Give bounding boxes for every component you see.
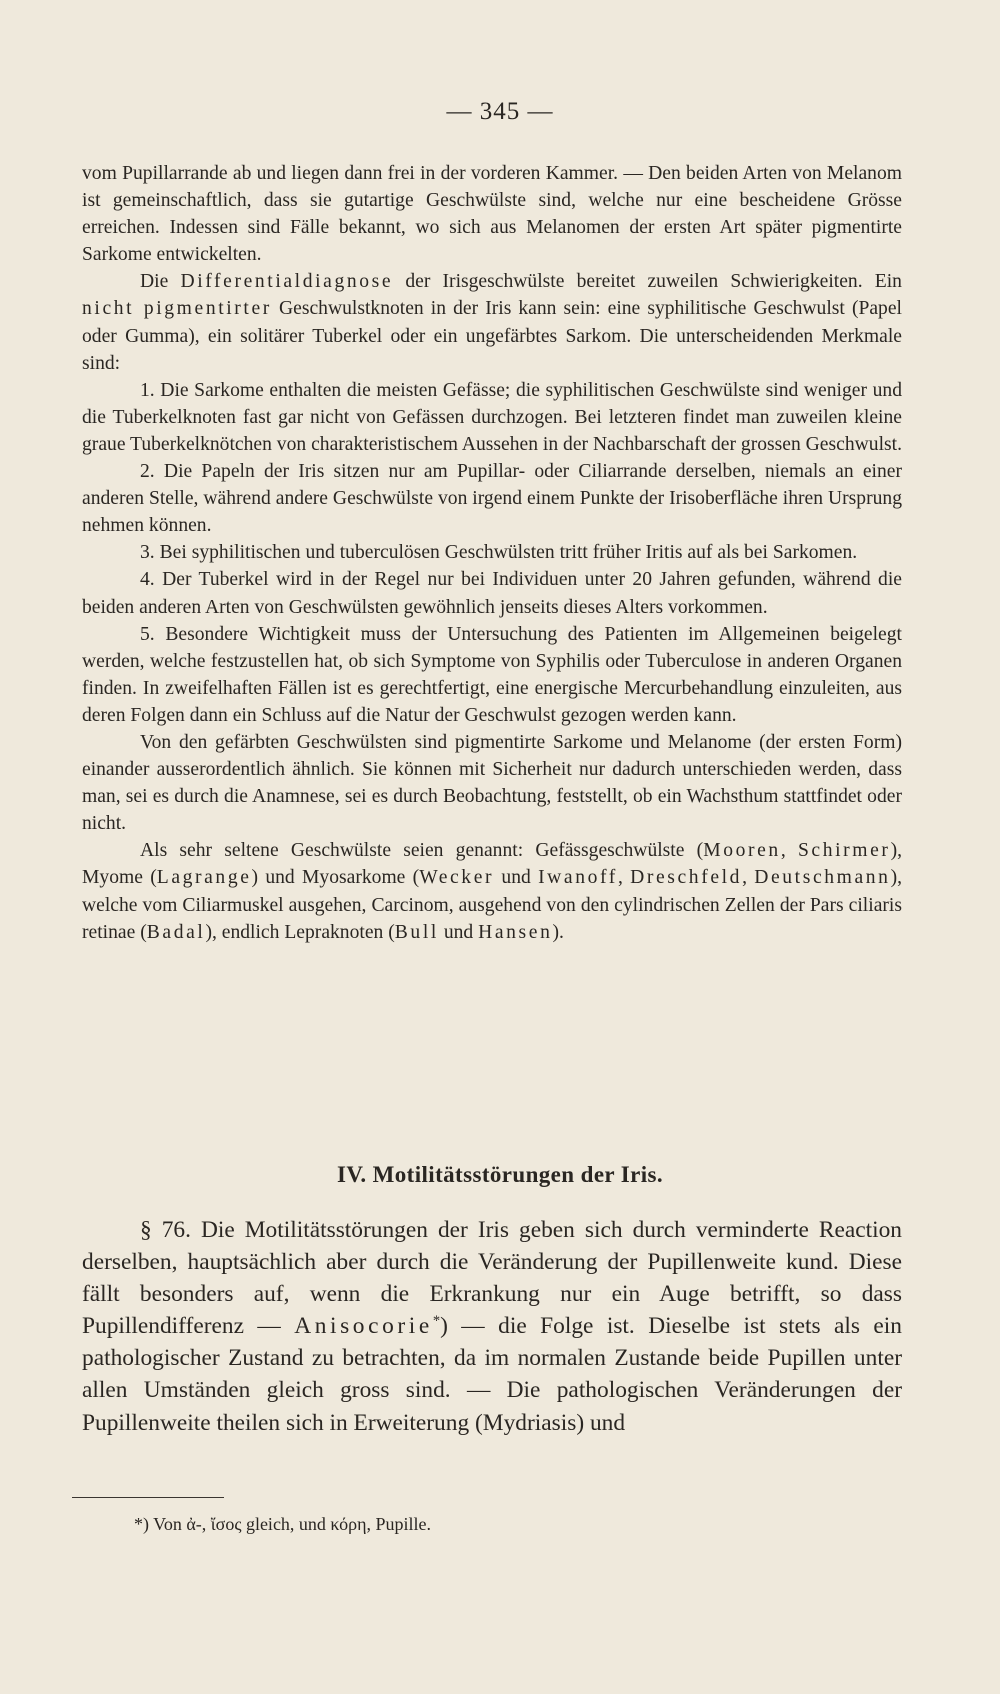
text-run: , <box>780 840 798 862</box>
text-run: ) und Myosarkome ( <box>251 867 420 889</box>
footnote-marker: * <box>432 1313 441 1330</box>
section-text <box>82 1214 902 1439</box>
list-item: 4. Der Tuberkel wird in der Regel nur bei Individuen unter 20 Jahren gefunden, während die beiden anderen Arten von Geschwülsten gewöhnlich jenseits dieses Alters vorkommen. <box>82 569 902 618</box>
author-name: Deutschmann <box>754 867 891 889</box>
text-run: § 76. Die Motilitätsstörungen der Iris geben sich durch verminderte Reaction derselben, hauptsächlich aber durch die Veränderung der Pupillenweite kund. Diese fällt besonders auf, wenn die Erkrankung nur ein Auge betrifft, so dass Pupillendifferenz — <box>82 1217 902 1340</box>
author-name: Bull <box>394 921 439 943</box>
section-heading: IV. Motilitätsstörungen der Iris. <box>336 1162 664 1187</box>
author-name: Lagrange <box>156 867 252 889</box>
author-name: Badal <box>146 921 206 943</box>
text-run: , <box>617 867 631 889</box>
author-name: Schirmer <box>797 840 891 862</box>
author-name: Hansen <box>478 921 553 943</box>
list-item: 1. Die Sarkome enthalten die meisten Gefässe; die syphilitischen Geschwülste sind weniger und die Tuberkelknoten fast gar nicht von Gefässen durchzogen. Bei letzteren findet man zuweilen kleine graue Tuberkelknötchen von charakteristischem Aussehen in der Nachbarschaft der grossen Geschwulst. <box>82 379 902 455</box>
list-item: 3. Bei syphilitischen und tuberculösen Geschwülsten tritt früher Iritis auf als bei Sarkomen. <box>140 542 858 564</box>
list-item: 5. Besondere Wichtigkeit muss der Untersuchung des Patienten im Allgemeinen beigelegt werden, welche festzustellen hat, ob sich Symptome von Syphilis oder Tuberculose in anderen Organen finden. In zweifelhaften Fällen ist es gerechtfertigt, eine energische Mercurbehandlung einzuleiten, aus deren Folgen dann ein Schluss auf die Natur der Geschwulst gezogen werden kann. <box>82 623 902 726</box>
text-run: und <box>438 921 479 943</box>
text-run: ), Myome ( <box>82 840 902 889</box>
paragraph: vom Pupillarrande ab und liegen dann frei in der vorderen Kammer. — Den beiden Arten von Melanom ist gemeinschaftlich, dass sie gutartige Geschwülste sind, welche nur eine bescheidene Grösse erreichen. Indessen sind Fälle bekannt, wo sich aus Melanomen der ersten Art später pigmentirte Sarkome entwickelten. <box>82 163 902 266</box>
text-run: und <box>494 867 539 889</box>
paragraph: Von den gefärbten Geschwülsten sind pigmentirte Sarkome und Melanome (der ersten Form) einander ausserordentlich ähnlich. Sie können mit Sicherheit nur dadurch unterschieden werden, dass man, sei es durch die Anamnese, sei es durch Beobachtung, feststellt, ob ein Wachsthum stattfindet oder nicht. <box>82 731 902 835</box>
text-run: Als sehr seltene Geschwülste seien genannt: Gefässgeschwülste ( <box>140 840 704 862</box>
author-name: Dreschfeld <box>630 867 743 889</box>
author-name: Wecker <box>419 867 495 889</box>
text-run: ), welche vom Ciliarmuskel ausgehen, Carcinom, ausgehend von den cylindrischen Zellen der Pars ciliaris retinae ( <box>82 867 903 943</box>
text-run: Die <box>140 271 181 293</box>
section-paragraph <box>82 1214 902 1439</box>
paragraph-rare-tumors <box>82 837 902 945</box>
page-number: — 345 — <box>446 98 554 125</box>
text-run: ). <box>552 921 564 943</box>
text-run: Geschwulstknoten in der Iris kann sein: eine syphilitische Geschwulst (Papel oder Gumma), ein solitärer Tuberkel oder ein ungefärbtes Sarkom. Die unterscheidenden Merkmale sind: <box>82 298 902 374</box>
footnote-divider <box>72 1497 224 1498</box>
spaced-term: Anisocorie <box>294 1313 433 1340</box>
text-run: der Irisgeschwülste bereitet zuweilen Schwierigkeiten. Ein <box>393 271 902 293</box>
spaced-term: nicht pigmentirter <box>82 298 272 320</box>
text-run: ), endlich Lepraknoten ( <box>205 921 395 943</box>
text-run: , <box>742 867 755 889</box>
list-item: 2. Die Papeln der Iris sitzen nur am Pupillar- oder Ciliarrande derselben, niemals an einer anderen Stelle, während andere Geschwülste von irgend einem Punkte der Irisoberfläche ihren Ursprung nehmen können. <box>82 461 902 537</box>
body-text <box>82 160 902 946</box>
author-name: Iwanoff <box>538 867 618 889</box>
paragraph-differential-diagnosis <box>82 268 902 376</box>
author-name: Mooren <box>703 840 781 862</box>
text-run: ) — die Folge ist. Dieselbe ist stets als ein pathologischer Zustand zu betrachten, da im normalen Zustande beide Pupillen unter allen Umständen gleich gross sind. — Die pathologischen Veränderungen der Pupillenweite theilen sich in Erweiterung (Mydriasis) und <box>82 1313 902 1436</box>
spaced-term: Differentialdiagnose <box>180 271 394 293</box>
footnote: *) Von ἀ-, ἴσος gleich, und κόρη, Pupille. <box>134 1514 431 1534</box>
